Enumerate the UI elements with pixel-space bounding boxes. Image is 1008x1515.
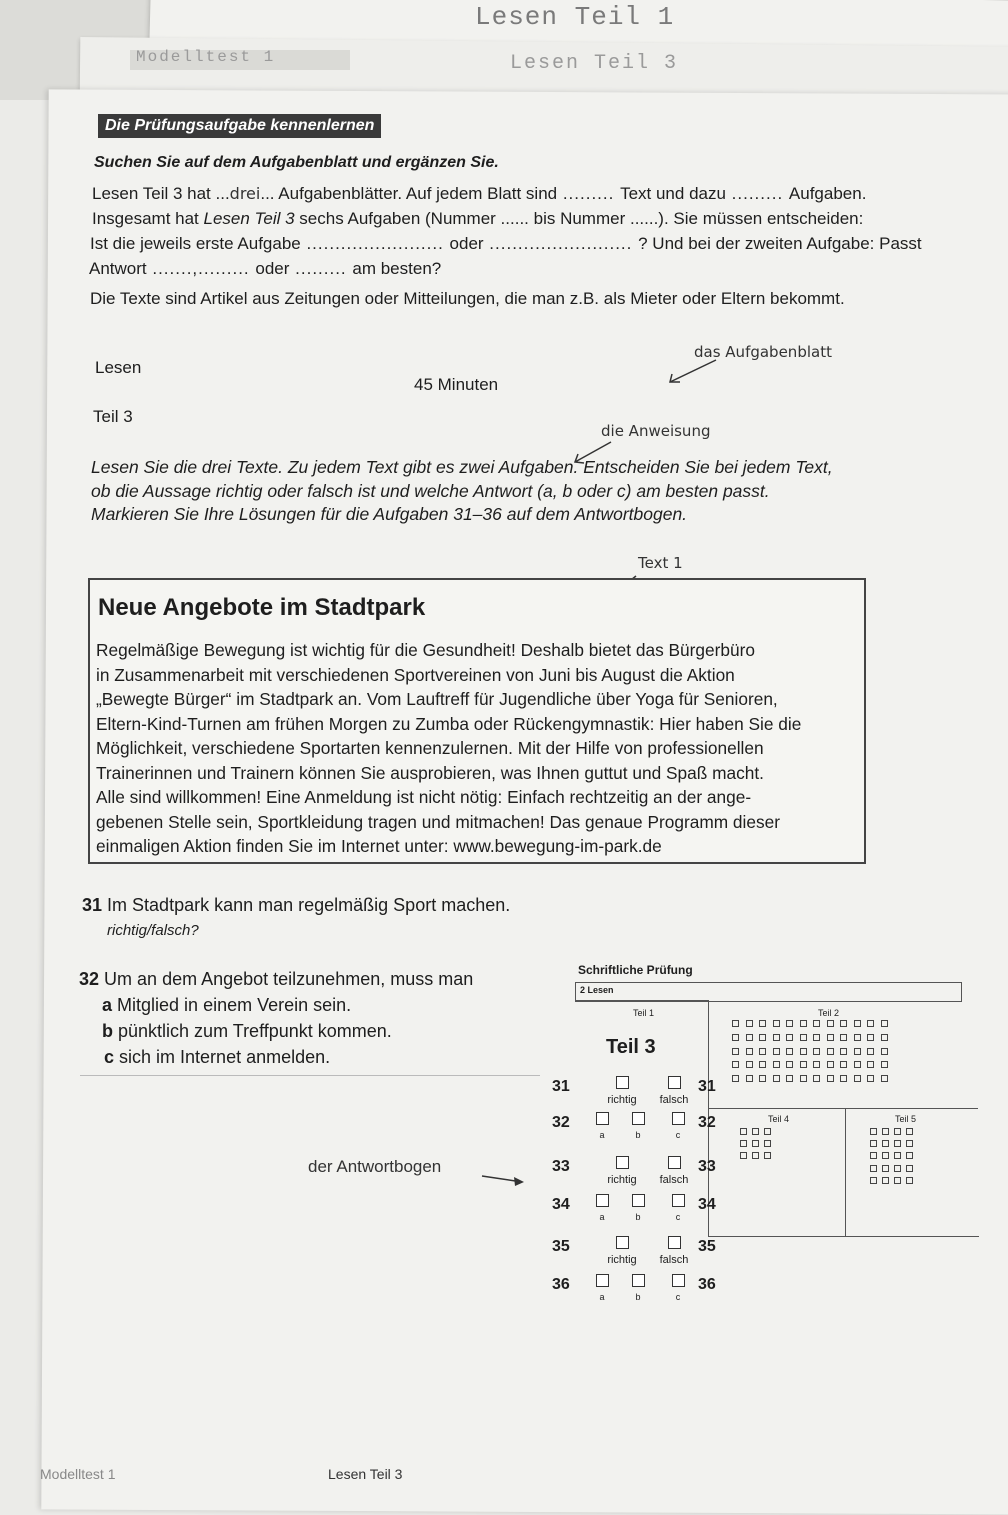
fill-line-4 [89, 258, 441, 280]
tiny-checkbox-icon [867, 1034, 874, 1041]
option-letter: a [102, 995, 113, 1015]
option-text: Mitglied in einem Verein sein. [117, 995, 352, 1015]
tiny-checkbox-icon [827, 1034, 834, 1041]
fill-line-3 [90, 233, 922, 255]
checkbox-label: c [675, 1292, 681, 1302]
question-32-text: Um an dem Angebot teilzunehmen, muss man [104, 969, 474, 989]
tiny-checkbox-icon [746, 1048, 753, 1055]
tiny-checkbox-icon [867, 1061, 874, 1068]
fill-line-3-c: ? Und bei der zweiten Aufgabe: Passt [638, 234, 922, 253]
answer-checkbox-36-a[interactable] [592, 1274, 612, 1302]
article-body [96, 638, 801, 859]
answer-checkbox-36-b[interactable] [628, 1274, 648, 1302]
answer-row-number-right: 31 [698, 1078, 716, 1095]
tiny-checkbox-icon [894, 1128, 901, 1135]
tiny-checkbox-icon [786, 1020, 793, 1027]
option-letter: c [104, 1047, 115, 1067]
tiny-checkbox-icon [882, 1140, 889, 1147]
tiny-checkbox-icon [827, 1075, 834, 1082]
article-line: in Zusammenarbeit mit verschiedenen Sportvereinen von Juni bis August die Aktion [96, 664, 735, 685]
answer-checkbox-35-richtig[interactable] [600, 1236, 644, 1266]
tiny-checkbox-icon [800, 1020, 807, 1027]
task-part: Teil 3 [93, 407, 133, 426]
annotation-antwortbogen: der Antwortbogen [308, 1157, 442, 1176]
checkbox-icon[interactable] [672, 1112, 685, 1125]
checkbox-label: b [635, 1292, 641, 1302]
answer-sheet-rule [575, 1000, 708, 1001]
task-duration: 45 Minuten [414, 375, 499, 394]
tiny-checkbox-icon [800, 1048, 807, 1055]
checkbox-label: c [675, 1130, 681, 1140]
answer-checkbox-32-a[interactable] [592, 1112, 612, 1140]
article-line: Regelmäßige Bewegung ist wichtig für die Gesundheit! Deshalb bietet das Bürgerbüro [96, 640, 755, 660]
checkbox-icon[interactable] [672, 1194, 685, 1207]
answer-sheet-title: Schriftliche Prüfung [578, 963, 693, 977]
task-instructions [91, 456, 851, 527]
annotation-aufgabenblatt: das Aufgabenblatt [694, 343, 832, 361]
tiny-checkbox-icon [827, 1048, 834, 1055]
tiny-checkbox-icon [746, 1061, 753, 1068]
article-line: Möglichkeit, verschiedene Sportarten kennenzulernen. Mit der Hilfe von professionellen [96, 738, 764, 758]
tiny-checkbox-icon [840, 1061, 847, 1068]
question-31-text: Im Stadtpark kann man regelmäßig Sport machen. [107, 895, 511, 915]
answer-row-number: 34 [552, 1196, 570, 1213]
tiny-checkbox-icon [882, 1152, 889, 1159]
fill-line-5: Die Texte sind Artikel aus Zeitungen oder Mitteilungen, die man z.B. als Mieter oder Eltern bekommt. [90, 289, 845, 308]
tiny-checkbox-icon [854, 1048, 861, 1055]
fill-blank-type-2[interactable]: ......................... [483, 234, 639, 253]
tiny-checkbox-icon [827, 1020, 834, 1027]
header-faint-title: Lesen Teil 3 [510, 52, 679, 75]
checkbox-label: falsch [659, 1094, 689, 1106]
answer-row-31 [552, 1076, 722, 1106]
checkbox-label: b [635, 1212, 641, 1222]
answer-row-number: 33 [552, 1158, 570, 1175]
tiny-checkbox-icon [752, 1152, 759, 1159]
checkbox-icon[interactable] [632, 1274, 645, 1287]
tiny-checkbox-icon [906, 1152, 913, 1159]
question-31-hint: richtig/falsch? [107, 922, 199, 939]
tiny-checkbox-icon [764, 1140, 771, 1147]
fill-line-4-b: oder [255, 259, 290, 278]
checkbox-label: falsch [659, 1254, 689, 1266]
tiny-checkbox-icon [786, 1061, 793, 1068]
tiny-checkbox-icon [881, 1061, 888, 1068]
task-instruction-line-1: Lesen Sie die drei Texte. Zu jedem Text gibt es zwei Aufgaben. Entscheiden Sie bei jedem Text, [91, 457, 833, 477]
answer-sheet-part5: Teil 5 [895, 1114, 917, 1124]
checkbox-icon[interactable] [596, 1194, 609, 1207]
tiny-checkbox-icon [870, 1177, 877, 1184]
checkbox-label: richtig [607, 1174, 637, 1186]
answer-checkbox-33-falsch[interactable] [652, 1156, 696, 1186]
fill-blank-tasks[interactable]: ......... [725, 184, 789, 203]
tiny-checkbox-icon [881, 1034, 888, 1041]
article-line: gebenen Stelle sein, Sportkleidung tragen und mitmachen! Das genaue Programm dieser [96, 811, 780, 832]
tiny-checkbox-icon [800, 1061, 807, 1068]
checkbox-label: c [675, 1212, 681, 1222]
question-31-number: 31 [82, 895, 103, 915]
tiny-checkbox-icon [764, 1152, 771, 1159]
answer-checkbox-34-a[interactable] [592, 1194, 612, 1222]
article-line: „Bewegte Bürger“ im Stadtpark an. Vom Lauftreff für Jugendliche über Yoga für Senioren, [96, 689, 778, 709]
option-text: sich im Internet anmelden. [119, 1047, 331, 1067]
tiny-checkbox-icon [867, 1075, 874, 1082]
answer-checkbox-34-b[interactable] [628, 1194, 648, 1222]
checkbox-icon[interactable] [596, 1112, 609, 1125]
tiny-checkbox-icon [813, 1075, 820, 1082]
answer-row-34 [552, 1194, 722, 1224]
tiny-checkbox-icon [759, 1048, 766, 1055]
tiny-checkbox-icon [732, 1061, 739, 1068]
checkbox-icon[interactable] [616, 1156, 629, 1169]
tiny-checkbox-icon [773, 1061, 780, 1068]
tiny-checkbox-icon [882, 1165, 889, 1172]
article-line: Eltern-Kind-Turnen am frühen Morgen zu Zumba oder Rückengymnastik: Hier haben Sie die [96, 713, 802, 734]
header-left-label-box [130, 50, 350, 70]
checkbox-icon[interactable] [672, 1274, 685, 1287]
checkbox-label: a [599, 1292, 605, 1302]
tiny-checkbox-icon [746, 1020, 753, 1027]
tiny-checkbox-icon [854, 1061, 861, 1068]
tiny-checkbox-icon [773, 1075, 780, 1082]
tiny-checkbox-icon [746, 1075, 753, 1082]
tiny-checkbox-icon [867, 1020, 874, 1027]
answer-sheet-part4: Teil 4 [768, 1114, 790, 1124]
checkbox-icon[interactable] [632, 1112, 645, 1125]
tiny-checkbox-icon [764, 1128, 771, 1135]
header-title: Lesen Teil 1 [475, 2, 675, 32]
fill-blank-answer-1[interactable]: .......,......... [146, 259, 256, 278]
arrow-icon-aufgabenblatt [660, 356, 720, 386]
tiny-checkbox-icon [732, 1075, 739, 1082]
fill-blank-type-1[interactable]: ........................ [300, 234, 450, 253]
answer-sheet-part2: Teil 2 [818, 1008, 840, 1018]
tiny-checkbox-icon [800, 1075, 807, 1082]
tiny-checkbox-icon [894, 1140, 901, 1147]
fill-line-2-a: Insgesamt hat [92, 209, 204, 228]
instruction: Suchen Sie auf dem Aufgabenblatt und ergänzen Sie. [94, 154, 499, 171]
tiny-checkbox-icon [894, 1177, 901, 1184]
answer-checkbox-31-richtig[interactable] [600, 1076, 644, 1106]
option-letter: b [102, 1021, 113, 1041]
fill-blank-answer-2[interactable]: ......... [289, 259, 353, 278]
answer-row-number: 36 [552, 1276, 570, 1293]
tiny-checkbox-icon [870, 1152, 877, 1159]
tiny-checkbox-icon [800, 1034, 807, 1041]
tiny-checkbox-icon [759, 1034, 766, 1041]
answer-sheet-rule [845, 1108, 846, 1236]
footer-center: Lesen Teil 3 [328, 1466, 403, 1482]
answer-row-number-right: 32 [698, 1114, 716, 1131]
fill-line-4-c: am besten? [352, 259, 442, 278]
tiny-checkbox-icon [870, 1128, 877, 1135]
fill-line-1 [92, 183, 866, 205]
fill-line-1-c: Text und dazu [620, 184, 726, 203]
tiny-checkbox-icon [870, 1140, 877, 1147]
answer-checkbox-32-c[interactable] [668, 1112, 688, 1140]
answer-sheet-section: 2 Lesen [580, 985, 614, 995]
answer-row-number: 31 [552, 1078, 570, 1095]
checkbox-icon[interactable] [668, 1156, 681, 1169]
tiny-checkbox-icon [773, 1020, 780, 1027]
tiny-checkbox-icon [906, 1128, 913, 1135]
checkbox-label: richtig [607, 1254, 637, 1266]
answer-checkbox-35-falsch[interactable] [652, 1236, 696, 1266]
tiny-checkbox-icon [813, 1061, 820, 1068]
answer-row-32 [552, 1112, 722, 1142]
checkbox-label: falsch [659, 1174, 689, 1186]
footer-left: Modelltest 1 [40, 1466, 116, 1482]
tiny-checkbox-icon [881, 1075, 888, 1082]
checkbox-icon[interactable] [668, 1236, 681, 1249]
answer-row-number-right: 34 [698, 1196, 716, 1213]
fill-line-1-a: Lesen Teil 3 hat ... [92, 184, 230, 203]
checkbox-label: a [599, 1212, 605, 1222]
tiny-checkbox-icon [870, 1165, 877, 1172]
tiny-checkbox-icon [786, 1034, 793, 1041]
checkbox-label: a [599, 1130, 605, 1140]
tiny-checkbox-icon [786, 1075, 793, 1082]
question-32-option-c[interactable] [104, 1047, 330, 1068]
tiny-checkbox-icon [867, 1048, 874, 1055]
tiny-checkbox-icon [840, 1075, 847, 1082]
task-module: Lesen [95, 358, 142, 377]
answer-checkbox-31-falsch[interactable] [652, 1076, 696, 1106]
question-32-option-b[interactable] [102, 1021, 392, 1042]
fill-line-4-a: Antwort [89, 259, 147, 278]
answer-row-number-right: 35 [698, 1238, 716, 1255]
article-line: Alle sind willkommen! Eine Anmeldung ist nicht nötig: Einfach rechtzeitig an der ange- [96, 787, 752, 807]
tiny-checkbox-icon [813, 1020, 820, 1027]
tiny-checkbox-icon [813, 1048, 820, 1055]
fill-line-3-b: oder [449, 234, 484, 253]
header-left-label: Modelltest 1 [136, 48, 276, 66]
checkbox-icon[interactable] [616, 1076, 629, 1089]
checkbox-icon[interactable] [596, 1274, 609, 1287]
tiny-checkbox-icon [894, 1152, 901, 1159]
tiny-checkbox-icon [840, 1020, 847, 1027]
tiny-checkbox-icon [854, 1034, 861, 1041]
task-instruction-line-2: ob die Aussage richtig oder falsch ist und welche Antwort (a, b oder c) am besten passt. [91, 480, 770, 501]
tiny-checkbox-icon [813, 1034, 820, 1041]
tiny-checkbox-icon [759, 1020, 766, 1027]
answer-row-33 [552, 1156, 722, 1186]
question-32-option-a[interactable] [102, 995, 351, 1016]
option-text: pünktlich zum Treffpunkt kommen. [118, 1021, 392, 1041]
fill-line-1-d: Aufgaben. [788, 184, 867, 203]
tiny-checkbox-icon [740, 1140, 747, 1147]
tiny-checkbox-icon [894, 1165, 901, 1172]
fill-line-3-a: Ist die jeweils erste Aufgabe [90, 234, 301, 253]
answer-checkbox-36-c[interactable] [668, 1274, 688, 1302]
tiny-checkbox-icon [759, 1061, 766, 1068]
answer-row-number: 35 [552, 1238, 570, 1255]
section-title: Die Prüfungsaufgabe kennenlernen [98, 114, 381, 138]
fill-blank-texts[interactable]: ......... [557, 184, 621, 203]
tiny-checkbox-icon [827, 1061, 834, 1068]
fill-answer-drei[interactable]: drei [229, 184, 261, 203]
fill-line-2-b: sechs Aufgaben (Nummer ...... bis Nummer ......). Sie müssen entscheiden: [294, 209, 864, 228]
answer-sheet-section-bar [575, 982, 962, 1002]
tiny-checkbox-icon [773, 1048, 780, 1055]
answer-checkbox-32-b[interactable] [628, 1112, 648, 1140]
fill-line-2 [92, 208, 863, 230]
divider [80, 1075, 540, 1076]
fill-line-1-b: ... Aufgabenblätter. Auf jedem Blatt sind [260, 184, 558, 203]
checkbox-label: b [635, 1130, 641, 1140]
tiny-checkbox-icon [840, 1034, 847, 1041]
answer-sheet-part1: Teil 1 [633, 1008, 655, 1018]
article-title: Neue Angebote im Stadtpark [98, 594, 426, 621]
tiny-checkbox-icon [906, 1165, 913, 1172]
answer-row-35 [552, 1236, 722, 1266]
tiny-checkbox-icon [786, 1048, 793, 1055]
tiny-checkbox-icon [840, 1048, 847, 1055]
tiny-checkbox-icon [906, 1140, 913, 1147]
arrow-icon-antwortbogen [480, 1168, 530, 1188]
article-line: Trainerinnen und Trainern können Sie ausprobieren, was Ihnen guttut und Spaß macht. [96, 762, 764, 783]
tiny-checkbox-icon [752, 1128, 759, 1135]
answer-checkbox-34-c[interactable] [668, 1194, 688, 1222]
answer-row-number-right: 33 [698, 1158, 716, 1175]
tiny-checkbox-icon [746, 1034, 753, 1041]
answer-sheet-part3: Teil 3 [606, 1036, 656, 1058]
tiny-checkbox-icon [881, 1048, 888, 1055]
tiny-checkbox-icon [854, 1020, 861, 1027]
tiny-checkbox-icon [881, 1020, 888, 1027]
answer-sheet-rule [708, 1108, 978, 1109]
checkbox-label: richtig [607, 1094, 637, 1106]
question-32 [79, 969, 473, 990]
checkbox-icon[interactable] [616, 1236, 629, 1249]
annotation-anweisung: die Anweisung [601, 422, 711, 440]
tiny-checkbox-icon [740, 1152, 747, 1159]
tiny-checkbox-icon [740, 1128, 747, 1135]
answer-checkbox-33-richtig[interactable] [600, 1156, 644, 1186]
article-line: einmaligen Aktion finden Sie im Internet unter: www.bewegung-im-park.de [96, 836, 662, 856]
tiny-checkbox-icon [854, 1075, 861, 1082]
tiny-checkbox-icon [882, 1128, 889, 1135]
tiny-checkbox-icon [732, 1020, 739, 1027]
tiny-checkbox-icon [752, 1140, 759, 1147]
tiny-checkbox-icon [759, 1075, 766, 1082]
question-31 [82, 895, 510, 916]
tiny-checkbox-icon [732, 1048, 739, 1055]
tiny-checkbox-icon [732, 1034, 739, 1041]
checkbox-icon[interactable] [632, 1194, 645, 1207]
answer-row-number-right: 36 [698, 1276, 716, 1293]
answer-row-36 [552, 1274, 722, 1304]
tiny-checkbox-icon [906, 1177, 913, 1184]
answer-row-number: 32 [552, 1114, 570, 1131]
question-32-number: 32 [79, 969, 100, 989]
tiny-checkbox-icon [882, 1177, 889, 1184]
task-instruction-line-3: Markieren Sie Ihre Lösungen für die Aufgaben 31–36 auf dem Antwortbogen. [91, 504, 688, 524]
annotation-text1: Text 1 [638, 554, 683, 572]
checkbox-icon[interactable] [668, 1076, 681, 1089]
fill-line-2-italic: Lesen Teil 3 [203, 209, 295, 228]
tiny-checkbox-icon [773, 1034, 780, 1041]
